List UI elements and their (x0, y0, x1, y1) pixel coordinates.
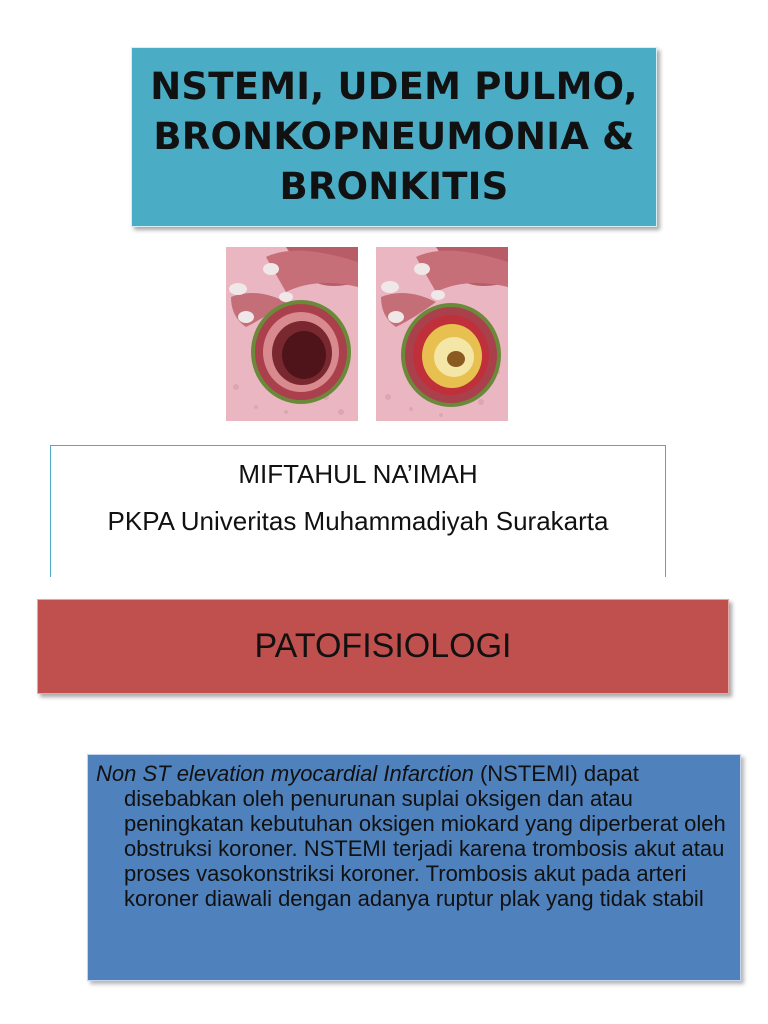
author-name: MIFTAHUL NA’IMAH (238, 459, 478, 489)
healthy-artery-illustration (226, 247, 358, 421)
section-heading: PATOFISIOLOGI (254, 627, 512, 665)
description-box (87, 754, 741, 981)
title-box (131, 47, 657, 227)
healthy-artery-image (226, 247, 358, 421)
plaque-artery-image (376, 247, 508, 421)
description-paragraph (96, 761, 732, 911)
plaque-artery-illustration (376, 247, 508, 421)
author-box (50, 445, 666, 577)
section-heading-box (37, 599, 729, 694)
title-line-2: BRONKOPNEUMONIA & (153, 115, 635, 158)
title-line-3: BRONKITIS (279, 165, 509, 208)
description-italic-lead: Non ST elevation myocardial Infarction (96, 761, 474, 786)
description-body: (NSTEMI) dapat disebabkan oleh penurunan suplai oksigen dan atau peningkatan kebutuhan oksigen miokard yang diperberat oleh obstruksi koroner. NSTEMI terjadi karena trombosis akut atau proses vasokonstriksi koroner. Trombosis akut pada arteri koroner diawali dengan adanya ruptur plak yang tidak stabil (124, 761, 726, 911)
title-line-1: NSTEMI, UDEM PULMO, (150, 65, 638, 108)
slide-title (150, 62, 637, 212)
author-institution: PKPA Univeritas Muhammadiyah Surakarta (107, 506, 609, 536)
